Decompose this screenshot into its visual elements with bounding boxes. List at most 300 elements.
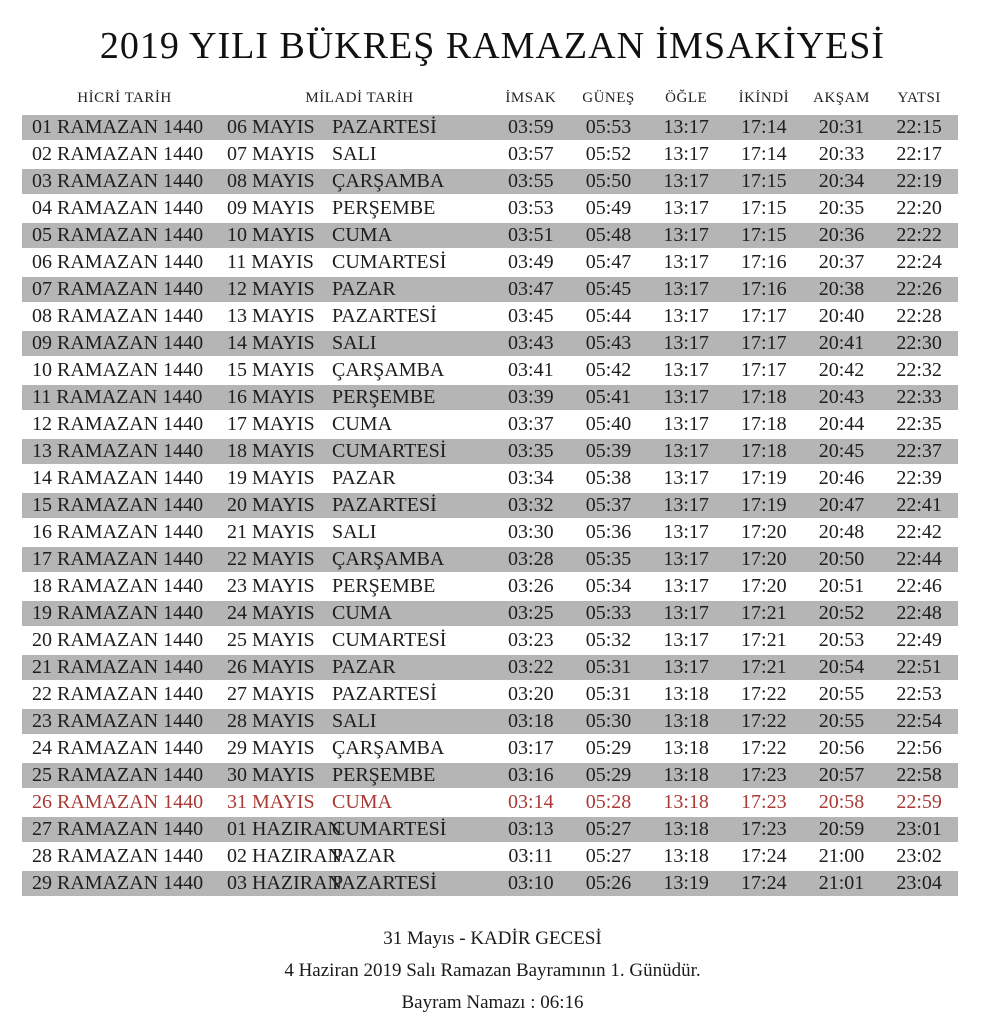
imsak-time-cell: 03:49 [508,251,554,273]
ogle-time-cell: 13:17 [663,413,709,435]
gunes-time-cell: 05:37 [585,494,632,516]
gregorian-date-cell: 26 MAYIS [227,656,315,678]
hijri-date-cell: 04 RAMAZAN 1440 [32,197,204,219]
weekday-cell: PAZARTESİ [332,683,437,705]
col-header-yatsi: YATSI [897,90,941,106]
yatsi-time-cell: 22:51 [896,656,942,678]
hijri-date-cell: 08 RAMAZAN 1440 [32,305,204,327]
imsak-time-cell: 03:39 [508,386,554,408]
weekday-cell: CUMA [332,413,393,435]
table-row [22,763,958,788]
gregorian-date-cell: 19 MAYIS [227,467,315,489]
yatsi-time-cell: 23:04 [896,872,942,894]
table-row [22,817,958,842]
table-row [22,142,958,167]
col-header-ogle: ÖĞLE [665,90,708,106]
yatsi-time-cell: 23:01 [896,818,942,840]
yatsi-time-cell: 22:20 [896,197,942,219]
gregorian-date-cell: 21 MAYIS [227,521,315,543]
gunes-time-cell: 05:48 [585,224,632,246]
gregorian-date-cell: 07 MAYIS [227,143,315,165]
timetable-body [22,115,958,898]
aksam-time-cell: 20:43 [818,386,865,408]
imsak-time-cell: 03:13 [508,818,554,840]
hijri-date-cell: 16 RAMAZAN 1440 [32,521,204,543]
yatsi-time-cell: 22:26 [896,278,942,300]
yatsi-time-cell: 22:54 [896,710,942,732]
ogle-time-cell: 13:18 [663,683,709,705]
gregorian-date-cell: 13 MAYIS [227,305,315,327]
weekday-cell: PERŞEMBE [332,764,436,786]
aksam-time-cell: 20:31 [818,116,865,138]
ikindi-time-cell: 17:15 [741,170,787,192]
ogle-time-cell: 13:19 [663,872,709,894]
gregorian-date-cell: 30 MAYIS [227,764,315,786]
ogle-time-cell: 13:17 [663,494,709,516]
weekday-cell: CUMA [332,602,393,624]
gregorian-date-cell: 28 MAYIS [227,710,315,732]
ogle-time-cell: 13:17 [663,170,709,192]
table-row [22,466,958,491]
aksam-time-cell: 20:37 [818,251,865,273]
ikindi-time-cell: 17:18 [741,440,787,462]
gregorian-date-cell: 14 MAYIS [227,332,315,354]
gregorian-date-cell: 23 MAYIS [227,575,315,597]
ogle-time-cell: 13:17 [663,359,709,381]
table-row [22,277,958,302]
aksam-time-cell: 20:50 [818,548,865,570]
table-row [22,439,958,464]
yatsi-time-cell: 23:02 [896,845,942,867]
table-header-row [22,88,958,108]
weekday-cell: PAZARTESİ [332,494,437,516]
weekday-cell: ÇARŞAMBA [332,548,445,570]
gunes-time-cell: 05:49 [585,197,632,219]
footer-notes [0,926,985,1022]
imsak-time-cell: 03:11 [508,845,554,867]
weekday-cell: PAZAR [332,845,396,867]
aksam-time-cell: 20:35 [818,197,865,219]
ikindi-time-cell: 17:15 [741,224,787,246]
weekday-cell: ÇARŞAMBA [332,359,445,381]
aksam-time-cell: 20:38 [818,278,865,300]
imsak-time-cell: 03:23 [508,629,554,651]
ogle-time-cell: 13:17 [663,548,709,570]
gunes-time-cell: 05:26 [585,872,632,894]
ikindi-time-cell: 17:14 [741,116,787,138]
gunes-time-cell: 05:42 [585,359,632,381]
table-row [22,493,958,518]
yatsi-time-cell: 22:17 [896,143,942,165]
gregorian-date-cell: 25 MAYIS [227,629,315,651]
gregorian-date-cell: 08 MAYIS [227,170,315,192]
table-row [22,331,958,356]
weekday-cell: CUMA [332,791,393,813]
yatsi-time-cell: 22:53 [896,683,942,705]
hijri-date-cell: 13 RAMAZAN 1440 [32,440,204,462]
gregorian-date-cell: 11 MAYIS [227,251,314,273]
yatsi-time-cell: 22:39 [896,467,942,489]
weekday-cell: PAZAR [332,467,396,489]
imsak-time-cell: 03:35 [508,440,554,462]
table-row [22,412,958,437]
yatsi-time-cell: 22:46 [896,575,942,597]
gunes-time-cell: 05:27 [585,845,632,867]
gregorian-date-cell: 24 MAYIS [227,602,315,624]
table-row [22,682,958,707]
imsak-time-cell: 03:25 [508,602,554,624]
gregorian-date-cell: 15 MAYIS [227,359,315,381]
ogle-time-cell: 13:17 [663,224,709,246]
imsak-time-cell: 03:55 [508,170,554,192]
ikindi-time-cell: 17:18 [741,413,787,435]
col-header-imsak: İMSAK [505,90,557,106]
hijri-date-cell: 24 RAMAZAN 1440 [32,737,204,759]
hijri-date-cell: 11 RAMAZAN 1440 [32,386,203,408]
hijri-date-cell: 05 RAMAZAN 1440 [32,224,204,246]
ogle-time-cell: 13:18 [663,764,709,786]
aksam-time-cell: 20:55 [818,683,865,705]
table-row [22,871,958,896]
ikindi-time-cell: 17:22 [741,683,787,705]
gunes-time-cell: 05:32 [585,629,632,651]
aksam-time-cell: 20:40 [818,305,865,327]
weekday-cell: ÇARŞAMBA [332,737,445,759]
ikindi-time-cell: 17:17 [741,332,787,354]
hijri-date-cell: 17 RAMAZAN 1440 [32,548,204,570]
table-row [22,628,958,653]
table-row [22,223,958,248]
table-row [22,115,958,140]
bayram-namazi-note: Bayram Namazı : 06:16 [401,992,584,1013]
ikindi-time-cell: 17:16 [741,278,787,300]
yatsi-time-cell: 22:15 [896,116,942,138]
ogle-time-cell: 13:17 [663,467,709,489]
ogle-time-cell: 13:17 [663,116,709,138]
gregorian-date-cell: 27 MAYIS [227,683,315,705]
table-row [22,844,958,869]
table-row [22,196,958,221]
aksam-time-cell: 20:54 [818,656,865,678]
aksam-time-cell: 20:55 [818,710,865,732]
imsak-time-cell: 03:18 [508,710,554,732]
imsak-time-cell: 03:53 [508,197,554,219]
ogle-time-cell: 13:17 [663,575,709,597]
ikindi-time-cell: 17:14 [741,143,787,165]
hijri-date-cell: 03 RAMAZAN 1440 [32,170,204,192]
gregorian-date-cell: 22 MAYIS [227,548,315,570]
ogle-time-cell: 13:18 [663,818,709,840]
ogle-time-cell: 13:17 [663,143,709,165]
yatsi-time-cell: 22:37 [896,440,942,462]
gunes-time-cell: 05:52 [585,143,632,165]
table-row [22,790,958,815]
hijri-date-cell: 20 RAMAZAN 1440 [32,629,204,651]
gregorian-date-cell: 12 MAYIS [227,278,315,300]
weekday-cell: SALI [332,332,377,354]
imsak-time-cell: 03:17 [508,737,554,759]
hijri-date-cell: 25 RAMAZAN 1440 [32,764,204,786]
yatsi-time-cell: 22:58 [896,764,942,786]
table-row [22,736,958,761]
yatsi-time-cell: 22:44 [896,548,942,570]
aksam-time-cell: 20:48 [818,521,865,543]
aksam-time-cell: 20:52 [818,602,865,624]
imsak-time-cell: 03:41 [508,359,554,381]
weekday-cell: CUMARTESİ [332,629,447,651]
gunes-time-cell: 05:33 [585,602,632,624]
ogle-time-cell: 13:17 [663,629,709,651]
hijri-date-cell: 12 RAMAZAN 1440 [32,413,204,435]
ikindi-time-cell: 17:24 [741,872,787,894]
gunes-time-cell: 05:44 [585,305,632,327]
ogle-time-cell: 13:17 [663,251,709,273]
gregorian-date-cell: 09 MAYIS [227,197,315,219]
hijri-date-cell: 14 RAMAZAN 1440 [32,467,204,489]
weekday-cell: PERŞEMBE [332,575,436,597]
gunes-time-cell: 05:38 [585,467,632,489]
hijri-date-cell: 09 RAMAZAN 1440 [32,332,204,354]
gregorian-date-cell: 03 HAZIRAN [227,872,342,894]
weekday-cell: ÇARŞAMBA [332,170,445,192]
ogle-time-cell: 13:18 [663,710,709,732]
table-row [22,169,958,194]
ikindi-time-cell: 17:15 [741,197,787,219]
yatsi-time-cell: 22:59 [896,791,942,813]
col-header-miladi-tarih: MİLADİ TARİH [305,90,414,106]
ogle-time-cell: 13:18 [663,845,709,867]
hijri-date-cell: 02 RAMAZAN 1440 [32,143,204,165]
imsak-time-cell: 03:28 [508,548,554,570]
gregorian-date-cell: 17 MAYIS [227,413,315,435]
ikindi-time-cell: 17:18 [741,386,787,408]
ogle-time-cell: 13:17 [663,278,709,300]
ogle-time-cell: 13:18 [663,791,709,813]
ogle-time-cell: 13:17 [663,305,709,327]
weekday-cell: CUMARTESİ [332,251,447,273]
gunes-time-cell: 05:27 [585,818,632,840]
imsak-time-cell: 03:26 [508,575,554,597]
weekday-cell: SALI [332,710,377,732]
imsak-time-cell: 03:32 [508,494,554,516]
gunes-time-cell: 05:29 [585,737,632,759]
imsak-time-cell: 03:16 [508,764,554,786]
aksam-time-cell: 21:01 [818,872,865,894]
ikindi-time-cell: 17:16 [741,251,787,273]
ogle-time-cell: 13:18 [663,737,709,759]
gunes-time-cell: 05:30 [585,710,632,732]
yatsi-time-cell: 22:35 [896,413,942,435]
gregorian-date-cell: 29 MAYIS [227,737,315,759]
weekday-cell: CUMA [332,224,393,246]
weekday-cell: PAZARTESİ [332,872,437,894]
gunes-time-cell: 05:31 [585,683,632,705]
aksam-time-cell: 20:44 [818,413,865,435]
ikindi-time-cell: 17:20 [741,548,787,570]
gunes-time-cell: 05:40 [585,413,632,435]
gregorian-date-cell: 10 MAYIS [227,224,315,246]
imsak-time-cell: 03:43 [508,332,554,354]
bayram-gunu-note: 4 Haziran 2019 Salı Ramazan Bayramının 1. Günüdür. [284,960,701,981]
hijri-date-cell: 10 RAMAZAN 1440 [32,359,204,381]
imsak-time-cell: 03:47 [508,278,554,300]
imsak-time-cell: 03:30 [508,521,554,543]
hijri-date-cell: 29 RAMAZAN 1440 [32,872,204,894]
ogle-time-cell: 13:17 [663,602,709,624]
hijri-date-cell: 15 RAMAZAN 1440 [32,494,204,516]
page-title: 2019 YILI BÜKREŞ RAMAZAN İMSAKİYESİ [99,25,886,67]
aksam-time-cell: 20:34 [818,170,865,192]
imsak-time-cell: 03:59 [508,116,554,138]
table-row [22,709,958,734]
weekday-cell: SALI [332,521,377,543]
aksam-time-cell: 20:53 [818,629,865,651]
imsak-time-cell: 03:45 [508,305,554,327]
imsak-time-cell: 03:10 [508,872,554,894]
table-row [22,385,958,410]
yatsi-time-cell: 22:24 [896,251,942,273]
hijri-date-cell: 21 RAMAZAN 1440 [32,656,204,678]
gregorian-date-cell: 18 MAYIS [227,440,315,462]
hijri-date-cell: 23 RAMAZAN 1440 [32,710,204,732]
ikindi-time-cell: 17:22 [741,737,787,759]
aksam-time-cell: 20:41 [818,332,865,354]
ogle-time-cell: 13:17 [663,440,709,462]
ikindi-time-cell: 17:19 [741,494,787,516]
weekday-cell: PAZARTESİ [332,305,437,327]
ikindi-time-cell: 17:19 [741,467,787,489]
ikindi-time-cell: 17:21 [741,656,787,678]
aksam-time-cell: 20:47 [818,494,865,516]
hijri-date-cell: 27 RAMAZAN 1440 [32,818,204,840]
gunes-time-cell: 05:50 [585,170,632,192]
hijri-date-cell: 06 RAMAZAN 1440 [32,251,204,273]
table-row [22,304,958,329]
ikindi-time-cell: 17:21 [741,602,787,624]
ikindi-time-cell: 17:21 [741,629,787,651]
aksam-time-cell: 20:36 [818,224,865,246]
aksam-time-cell: 20:57 [818,764,865,786]
ogle-time-cell: 13:17 [663,386,709,408]
col-header-aksam: AKŞAM [813,90,870,106]
gregorian-date-cell: 01 HAZIRAN [227,818,342,840]
aksam-time-cell: 20:59 [818,818,865,840]
ogle-time-cell: 13:17 [663,656,709,678]
ikindi-time-cell: 17:22 [741,710,787,732]
weekday-cell: PERŞEMBE [332,197,436,219]
hijri-date-cell: 18 RAMAZAN 1440 [32,575,204,597]
col-header-ikindi: İKİNDİ [738,90,790,106]
weekday-cell: PAZAR [332,278,396,300]
weekday-cell: CUMARTESİ [332,818,447,840]
ikindi-time-cell: 17:20 [741,521,787,543]
ogle-time-cell: 13:17 [663,521,709,543]
ogle-time-cell: 13:17 [663,197,709,219]
imsak-time-cell: 03:34 [508,467,554,489]
gunes-time-cell: 05:28 [585,791,632,813]
imsak-time-cell: 03:22 [508,656,554,678]
table-row [22,547,958,572]
weekday-cell: PAZAR [332,656,396,678]
col-header-hicri-tarih: HİCRİ TARİH [77,90,172,106]
imsak-time-cell: 03:57 [508,143,554,165]
table-row [22,358,958,383]
gunes-time-cell: 05:39 [585,440,632,462]
aksam-time-cell: 20:45 [818,440,865,462]
hijri-date-cell: 26 RAMAZAN 1440 [32,791,204,813]
aksam-time-cell: 20:33 [818,143,865,165]
yatsi-time-cell: 22:32 [896,359,942,381]
gunes-time-cell: 05:29 [585,764,632,786]
ikindi-time-cell: 17:23 [741,791,787,813]
yatsi-time-cell: 22:56 [896,737,942,759]
aksam-time-cell: 20:46 [818,467,865,489]
yatsi-time-cell: 22:49 [896,629,942,651]
ikindi-time-cell: 17:17 [741,359,787,381]
weekday-cell: PERŞEMBE [332,386,436,408]
aksam-time-cell: 20:51 [818,575,865,597]
ikindi-time-cell: 17:23 [741,764,787,786]
weekday-cell: CUMARTESİ [332,440,447,462]
table-row [22,601,958,626]
hijri-date-cell: 22 RAMAZAN 1440 [32,683,204,705]
imsak-time-cell: 03:14 [508,791,554,813]
table-row [22,574,958,599]
aksam-time-cell: 20:42 [818,359,865,381]
gregorian-date-cell: 02 HAZIRAN [227,845,342,867]
ikindi-time-cell: 17:17 [741,305,787,327]
table-row [22,655,958,680]
gregorian-date-cell: 06 MAYIS [227,116,315,138]
table-row [22,250,958,275]
gunes-time-cell: 05:43 [585,332,632,354]
ikindi-time-cell: 17:20 [741,575,787,597]
gregorian-date-cell: 16 MAYIS [227,386,315,408]
yatsi-time-cell: 22:19 [896,170,942,192]
yatsi-time-cell: 22:22 [896,224,942,246]
gunes-time-cell: 05:53 [585,116,632,138]
yatsi-time-cell: 22:48 [896,602,942,624]
aksam-time-cell: 20:56 [818,737,865,759]
imsak-time-cell: 03:37 [508,413,554,435]
gunes-time-cell: 05:35 [585,548,632,570]
yatsi-time-cell: 22:33 [896,386,942,408]
ikindi-time-cell: 17:24 [741,845,787,867]
hijri-date-cell: 19 RAMAZAN 1440 [32,602,204,624]
gunes-time-cell: 05:45 [585,278,632,300]
gunes-time-cell: 05:31 [585,656,632,678]
gunes-time-cell: 05:34 [585,575,632,597]
hijri-date-cell: 28 RAMAZAN 1440 [32,845,204,867]
hijri-date-cell: 01 RAMAZAN 1440 [32,116,204,138]
kadir-gecesi-note: 31 Mayıs - KADİR GECESİ [383,928,602,949]
yatsi-time-cell: 22:41 [896,494,942,516]
yatsi-time-cell: 22:42 [896,521,942,543]
col-header-gunes: GÜNEŞ [582,90,635,106]
aksam-time-cell: 21:00 [818,845,865,867]
imsak-time-cell: 03:51 [508,224,554,246]
weekday-cell: SALI [332,143,377,165]
weekday-cell: PAZARTESİ [332,116,437,138]
gunes-time-cell: 05:41 [585,386,632,408]
ikindi-time-cell: 17:23 [741,818,787,840]
table-row [22,520,958,545]
aksam-time-cell: 20:58 [818,791,865,813]
hijri-date-cell: 07 RAMAZAN 1440 [32,278,204,300]
imsak-time-cell: 03:20 [508,683,554,705]
gunes-time-cell: 05:36 [585,521,632,543]
gunes-time-cell: 05:47 [585,251,632,273]
